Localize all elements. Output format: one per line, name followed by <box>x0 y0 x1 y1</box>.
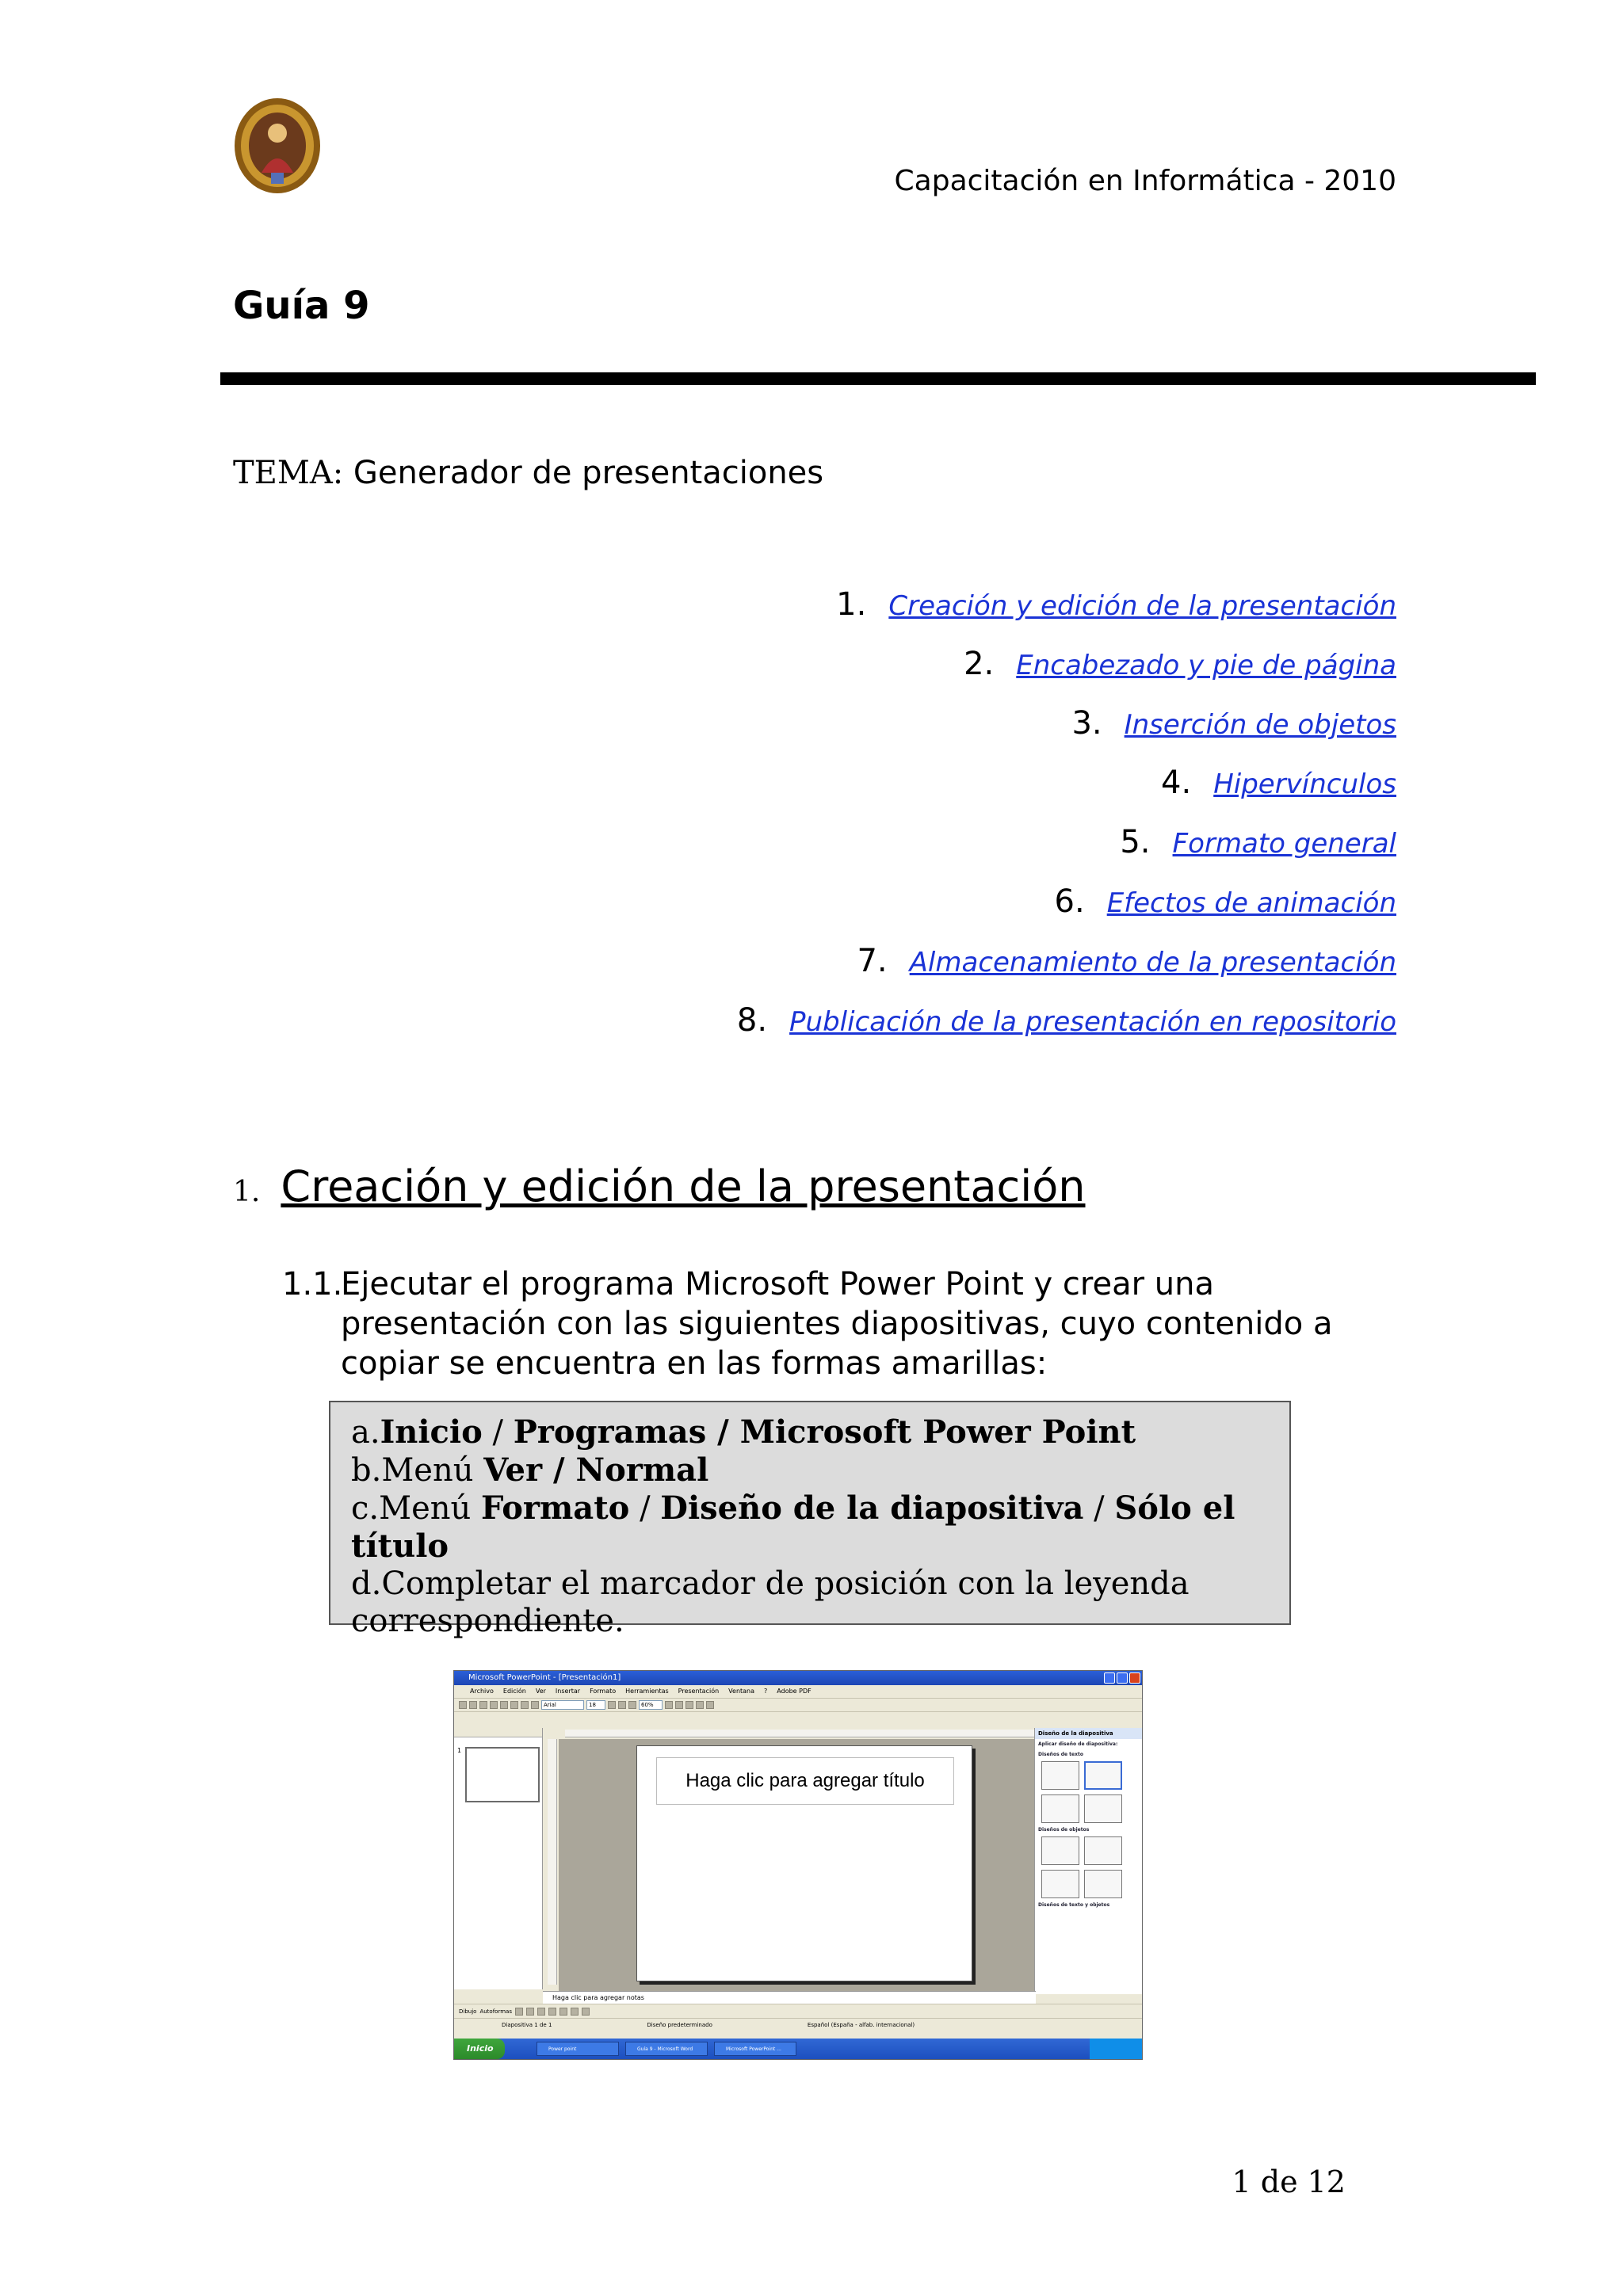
layout-option[interactable] <box>1041 1794 1079 1823</box>
window-controls <box>1104 1672 1140 1684</box>
ppt-window-title: Microsoft PowerPoint - [Presentación1] <box>468 1673 621 1682</box>
close-icon[interactable] <box>1129 1672 1140 1684</box>
section-heading <box>233 1161 1086 1211</box>
status-slide: Diapositiva 1 de 1 <box>502 2022 552 2028</box>
layout-grid-text <box>1035 1760 1142 1825</box>
status-design: Diseño predeterminado <box>647 2022 712 2028</box>
minimize-icon[interactable] <box>1104 1672 1115 1684</box>
toc-item <box>525 765 1396 824</box>
menu-ventana[interactable]: Ventana <box>728 1688 755 1695</box>
instr-c-bold-3: Sólo el título <box>351 1489 1235 1565</box>
layout-option-selected[interactable] <box>1084 1761 1122 1790</box>
step-number: 1.1. <box>282 1266 343 1302</box>
menu-archivo[interactable]: Archivo <box>470 1688 494 1695</box>
line-icon[interactable] <box>515 2008 523 2016</box>
task-pane-title: Diseño de la diapositiva <box>1035 1728 1142 1739</box>
instr-c-bold-2: Diseño de la diapositiva <box>660 1489 1084 1527</box>
instr-a-sep: / <box>482 1414 514 1451</box>
toc-link-insercion[interactable]: Inserción de objetos <box>1124 709 1396 741</box>
topic-line <box>233 455 823 491</box>
toc-item <box>525 1002 1396 1062</box>
ppt-titlebar <box>454 1671 1142 1685</box>
slides-pane-tabs[interactable] <box>454 1728 542 1737</box>
toc-item <box>525 824 1396 883</box>
task-pane-group-text-objects: Diseños de texto y objetos <box>1038 1902 1110 1908</box>
horizontal-ruler <box>565 1730 1034 1737</box>
task-pane-group-text: Diseños de texto <box>1038 1752 1083 1757</box>
layout-option[interactable] <box>1041 1870 1079 1898</box>
toc-link-hipervinculos[interactable]: Hipervínculos <box>1213 769 1396 800</box>
menu-ver[interactable]: Ver <box>535 1688 546 1695</box>
section-number: 1. <box>233 1176 261 1208</box>
wordart-icon[interactable] <box>571 2008 579 2016</box>
toc-number: 4. <box>1161 765 1192 801</box>
taskbar-button[interactable]: Guía 9 - Microsoft Word <box>625 2042 708 2056</box>
open-icon[interactable] <box>469 1701 477 1709</box>
taskbar-button-active[interactable]: Microsoft PowerPoint ... <box>714 2042 796 2056</box>
thumb-number: 1 <box>457 1747 462 1754</box>
toc-link-creacion[interactable]: Creación y edición de la presentación <box>888 590 1396 622</box>
font-size-select[interactable]: 18 <box>586 1700 605 1710</box>
align-left-icon[interactable] <box>665 1701 673 1709</box>
instruction-c <box>351 1489 1269 1566</box>
instruction-a <box>351 1413 1269 1451</box>
toc-number: 2. <box>964 646 995 682</box>
menu-presentacion[interactable]: Presentación <box>678 1688 720 1695</box>
task-pane <box>1034 1728 1142 1994</box>
arrow-icon[interactable] <box>526 2008 534 2016</box>
system-tray <box>1090 2039 1142 2059</box>
instr-b-prefix: b.Menú <box>351 1452 484 1489</box>
instr-a-bold-1: Inicio <box>380 1413 483 1451</box>
ppt-menubar <box>454 1685 1142 1698</box>
course-title: Capacitación en Informática - 2010 <box>894 165 1396 197</box>
instr-a-prefix: a. <box>351 1414 380 1451</box>
guide-title: Guía 9 <box>233 284 370 328</box>
instr-a-bold-2: Programas / Microsoft Power Point <box>513 1413 1136 1451</box>
toc-item <box>525 883 1396 943</box>
topic-label: TEMA: <box>233 455 344 491</box>
draw-menu[interactable]: Dibujo <box>459 2008 477 2015</box>
start-button[interactable]: Inicio <box>454 2039 505 2059</box>
layout-option[interactable] <box>1084 1794 1122 1823</box>
fill-color-icon[interactable] <box>582 2008 590 2016</box>
toc-link-publicacion[interactable]: Publicación de la presentación en repositorio <box>789 1006 1396 1038</box>
task-pane-apply-label: Aplicar diseño de diapositiva: <box>1038 1741 1118 1747</box>
cut-icon[interactable] <box>510 1701 518 1709</box>
font-name-select[interactable]: Arial <box>541 1700 584 1710</box>
task-pane-group-objects: Diseños de objetos <box>1038 1827 1090 1833</box>
powerpoint-screenshot <box>453 1670 1143 2060</box>
toc-item <box>525 943 1396 1002</box>
layout-option[interactable] <box>1084 1870 1122 1898</box>
menu-herramientas[interactable]: Herramientas <box>625 1688 669 1695</box>
instruction-box <box>329 1401 1291 1639</box>
taskbar-button[interactable]: Power point <box>537 2042 619 2056</box>
layout-option[interactable] <box>1084 1836 1122 1865</box>
instruction-d: d.Completar el marcador de posición con la leyenda correspondiente. <box>351 1566 1190 1639</box>
oval-icon[interactable] <box>548 2008 556 2016</box>
status-language: Español (España - alfab. internacional) <box>807 2022 915 2028</box>
menu-ayuda[interactable]: ? <box>764 1688 768 1695</box>
menu-insertar[interactable]: Insertar <box>555 1688 581 1695</box>
slides-pane <box>454 1728 543 1989</box>
slide[interactable] <box>636 1745 972 1981</box>
instr-c-sep-1: / <box>629 1490 661 1527</box>
font-color-icon[interactable] <box>706 1701 714 1709</box>
slide-thumbnail[interactable] <box>465 1747 540 1802</box>
table-of-contents <box>525 586 1396 1062</box>
save-icon[interactable] <box>479 1701 487 1709</box>
zoom-select[interactable]: 60% <box>639 1700 663 1710</box>
menu-adobe-pdf[interactable]: Adobe PDF <box>777 1688 812 1695</box>
toc-link-efectos[interactable]: Efectos de animación <box>1106 887 1396 919</box>
italic-icon[interactable] <box>618 1701 626 1709</box>
section-title: Creación y edición de la presentación <box>281 1161 1086 1211</box>
toc-number: 6. <box>1054 883 1085 920</box>
layout-option[interactable] <box>1041 1836 1079 1865</box>
preview-icon[interactable] <box>500 1701 508 1709</box>
toc-item <box>525 705 1396 765</box>
menu-formato[interactable]: Formato <box>590 1688 617 1695</box>
toc-number: 1. <box>836 586 867 623</box>
ppt-standard-toolbar <box>454 1698 1142 1712</box>
instr-c-prefix: c.Menú <box>351 1490 481 1527</box>
toc-link-encabezado[interactable]: Encabezado y pie de página <box>1016 650 1396 681</box>
toc-number: 7. <box>857 943 888 979</box>
toc-item <box>525 586 1396 646</box>
layout-option[interactable] <box>1041 1761 1079 1790</box>
windows-taskbar <box>454 2039 1142 2059</box>
toc-link-formato[interactable]: Formato general <box>1172 828 1396 860</box>
layout-grid-objects <box>1035 1835 1142 1900</box>
autoshapes-menu[interactable]: Autoformas <box>479 2008 512 2015</box>
paste-icon[interactable] <box>531 1701 539 1709</box>
toc-number: 3. <box>1071 705 1102 742</box>
instr-c-sep-2: / <box>1083 1490 1115 1527</box>
bullets-icon[interactable] <box>696 1701 704 1709</box>
status-bar <box>454 2018 1142 2031</box>
instruction-b <box>351 1451 1269 1489</box>
toc-link-almacenamiento[interactable]: Almacenamiento de la presentación <box>909 947 1396 978</box>
topic-value: Generador de presentaciones <box>353 455 824 491</box>
drawing-toolbar <box>454 2004 1142 2018</box>
title-placeholder[interactable]: Haga clic para agregar título <box>656 1757 954 1805</box>
copy-icon[interactable] <box>521 1701 529 1709</box>
page-number: 1 de 12 <box>1232 2164 1346 2199</box>
toc-item <box>525 646 1396 705</box>
toc-number: 5. <box>1120 824 1151 860</box>
slide-canvas <box>559 1739 1036 1991</box>
align-right-icon[interactable] <box>685 1701 693 1709</box>
bold-icon[interactable] <box>608 1701 616 1709</box>
step-text: Ejecutar el programa Microsoft Power Point y crear una presentación con las siguientes diapositivas, cuyo contenido a copiar se encuentra en las formas amarillas: <box>341 1266 1333 1382</box>
underline-icon[interactable] <box>628 1701 636 1709</box>
university-seal-logo <box>233 97 322 195</box>
new-icon[interactable] <box>459 1701 467 1709</box>
rectangle-icon[interactable] <box>537 2008 545 2016</box>
print-icon[interactable] <box>490 1701 498 1709</box>
menu-edicion[interactable]: Edición <box>502 1688 526 1695</box>
align-center-icon[interactable] <box>675 1701 683 1709</box>
step-1-1 <box>282 1264 1407 1383</box>
maximize-icon[interactable] <box>1117 1672 1128 1684</box>
header-divider <box>220 372 1536 385</box>
toc-number: 8. <box>736 1002 768 1039</box>
instr-c-bold-1: Formato <box>480 1489 630 1527</box>
vertical-ruler <box>548 1739 557 1985</box>
textbox-icon[interactable] <box>559 2008 567 2016</box>
instr-b-bold: Ver / Normal <box>483 1451 709 1489</box>
notes-pane[interactable]: Haga clic para agregar notas <box>543 1991 1036 2004</box>
